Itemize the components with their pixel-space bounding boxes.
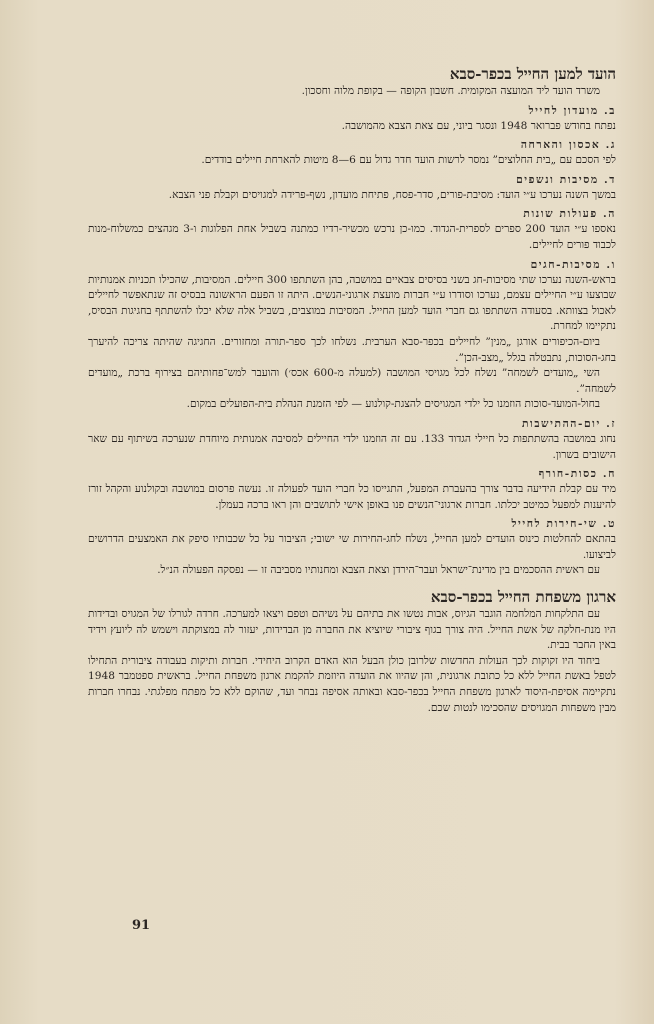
page-content bbox=[88, 64, 616, 716]
paragraph: ביחוד היו זקוקות לכך העולות החדשות שלרובן כולן הבעל הוא האדם הקרוב היחידי. חברות ותיקות בעבודה ציבורית התחילו לטפל באשת החייל ללא כל כתובת ארגונית, והן שהיוו את הועדה היוזמת להקמת ארגון משפחת החייל. בראשית ספטמבר 1948 נתקיימה אסיפת-היסוד לארגון משפחת החייל בכפר-סבא ובאותה אסיפה נבחר ועד, שהוקם ללא כל מפתח מפלגתי. נבחרו חברות מבין משפחות המגויסים שהסכימו לנטות שכם. bbox=[88, 654, 616, 714]
section-h bbox=[88, 206, 616, 253]
paragraph: נחוג במושבה בהשתתפות כל חיילי הגדוד 133. עם זה הוזמנו ילדי החיילים למסיבה אמנותית מיוחדת שנערכה בשיתוף עם שאר הישובים בשרון. bbox=[88, 432, 616, 461]
section-d bbox=[88, 172, 616, 204]
page-title: הועד למען החייל בכפר-סבא bbox=[449, 65, 616, 83]
section-heading: ב. מועדון לחייל bbox=[528, 104, 616, 117]
section-heading: ד. מסיבות ונשפים bbox=[516, 173, 616, 186]
paragraph: בראש-השנה נערכו שתי מסיבות-חג בשני בסיסים צבאיים במושבה, בהן השתתפו 300 חיילים. המסיבות, שהכילו תכניות אמנותיות שבוצעו ע״י החיילים עצמם, נערכו וסודרו ע״י חברות מועצת ארגוני-הנשים. היתה זו הפעם הראשונה בבסיס זה שנתאפשר לחיילים לאכול בצוותא. בסעודה השתתפו גם חברי הועד למען החייל. המסיבות במוצבים, בשביל אלה שלא יכלו להשתתף בחגיגות הבסיס, נתקיימו למחרת. bbox=[88, 273, 616, 333]
section-heading: ג. אכסון והארחה bbox=[520, 139, 616, 152]
paragraph: נפתח בחודש פברואר 1948 ונסגר ביוני, עם צאת הצבא מהמושבה. bbox=[341, 119, 616, 132]
section-v bbox=[88, 257, 616, 413]
paragraph: לפי הסכם עם „בית החלוצים” נמסר לרשות הועד חדר גדול עם 6—8 מיטות להארחת חיילים בודדים. bbox=[201, 154, 616, 167]
section-t bbox=[88, 516, 616, 579]
paragraph: השי „מועדים לשמחה” נשלח לכל מגויסי המושבה (למעלה מ-600 אכס׳) והועבר למש־פחותיהם בצירוף ברכת „מועדים לשמחה”. bbox=[88, 367, 616, 395]
section-heading: ז. יום-ההתישבות bbox=[521, 417, 616, 430]
paragraph: בחול-המועד-סוכות הוזמנו כל ילדי המגויסים להצגת-קולנוע — לפי הזמנת הנהלת בית-הפועלים במקום. bbox=[186, 398, 600, 411]
section-heading: ח. כסות-חורף bbox=[538, 468, 616, 481]
paragraph: ביום-הכיפורים אורגן „מנין” לחיילים בכפר-סבא הערבית. נשלחו לכך ספר-תורה ומחזורים. החגיגה שהיתה צריכה להיערך בחג-הסוכות, נתבטלה בגלל „מצב-הכן”. bbox=[88, 335, 616, 364]
paragraph: עם התלקחות המלחמה הוגבר הגיוס, אבות נטשו את בתיהם על נשיהם וטפם ויצאו למערכה. חרדה לגורלו של המגויס ובדידות היו מנת-חלקה של אשת החייל. היה צורך בגוף ציבורי שיוציא את החברה מן הבדידות, יעזור לה במצוקתה וישמש לה ליועץ וידיד באין החבר בבית. bbox=[88, 608, 616, 652]
paragraph: עם ראשית ההסכמים בין מדינת־ישראל ועבר־הירדן וצאת הצבא ומחנותיו מסביבה זו — נפסקה הפעולה הנ״ל. bbox=[157, 564, 600, 577]
paragraph: בהתאם להחלטות כינוס הועדים למען החייל, נשלח לחג-החירות שי ישובי; הציבור על כל שכבותיו סיפק את האמצעים הדרושים לביצועו. bbox=[88, 533, 616, 561]
section-b bbox=[88, 103, 616, 135]
section-title: ארגון משפחת החייל בכפר-סבא bbox=[430, 588, 616, 607]
section-g bbox=[88, 137, 616, 169]
section-z bbox=[88, 416, 616, 463]
section-heading: ט. שי-חירות לחייל bbox=[511, 518, 616, 531]
paragraph: במשך השנה נערכו ע״י הועד: מסיבת-פורים, סדר-פסח, פתיחת מועדון, נשף-פרידה למגויסים וקבלת פני הצבא. bbox=[168, 188, 616, 201]
section-ch bbox=[88, 466, 616, 513]
paragraph: נאספו ע״י הועד 200 ספרים לספרית-הגדוד. כמו-כן נרכש מכשיר-רדיו כמתנה בשביל אחת הפלוגות ו-3 מגהצים כמשלוח-מנות לכבוד פורים לחיילים. bbox=[88, 223, 616, 251]
section-heading: ו. מסיבות-חגים bbox=[530, 258, 616, 271]
paragraph: מיד עם קבלת הידיעה בדבר צורך בהעברת המפעל, התגייסו כל חברי הועד לפעולה זו. נעשה פרסום במושבה ובקולנוע והקהל זורז להיענות למפעל כמיטב יכלתו. חברות ארגוני־הנשים פנו באופן אישי לתושבים והן ראו ברכה בעמלן. bbox=[88, 483, 616, 511]
page-number: 91 bbox=[132, 918, 151, 933]
section-heading: ה. פעולות שונות bbox=[523, 208, 616, 221]
intro-paragraph: משרד הועד ליד המועצה המקומית. חשבון הקופה — בקופת מלוה וחסכון. bbox=[301, 85, 600, 97]
